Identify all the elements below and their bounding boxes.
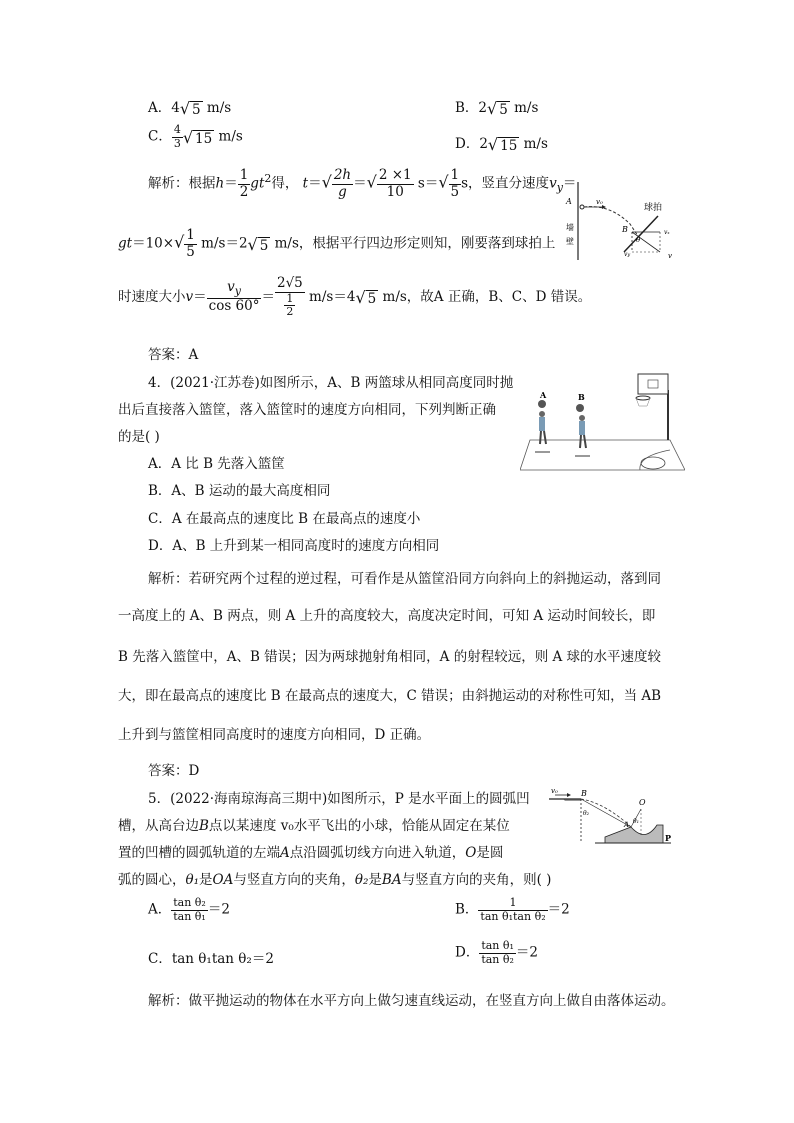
q3-option-c: C． $\frac{4}{3}$ √ 15 m/s — [148, 123, 243, 150]
label-b: B — [622, 225, 628, 234]
label-wall-1: 墙 — [566, 223, 574, 232]
label-a: A — [566, 197, 572, 206]
q4-solution-line-5: 上升到与篮筐相同高度时的速度方向相同，D 正确。 — [118, 727, 431, 743]
court-outline — [520, 440, 685, 470]
q4-stem-line-3: 的是( ) — [118, 429, 160, 445]
label-p: P — [665, 833, 672, 843]
ball-a — [538, 400, 546, 408]
q3-option-d: D．2√ 15 m/s — [455, 135, 548, 154]
q4-solution-line-1: 解析：若研究两个过程的逆过程，可看作是从篮筐沿同方向斜向上的斜抛运动，落到同 — [148, 571, 661, 587]
label-wall-2: 壁 — [566, 237, 574, 246]
player-b-head — [579, 415, 585, 421]
groove-body — [605, 825, 663, 843]
q3-solution-line-2: gt＝10×√ $\frac{1}{5}$ m/s＝2√ 5 m/s，根据平行四边形定则知，刚要落到球拍上 — [118, 227, 556, 260]
label-vx: vₓ — [664, 229, 670, 236]
label-vy: vy — [624, 251, 631, 258]
figure-wall-paddle — [560, 180, 680, 262]
label-theta2: θ₂ — [583, 810, 590, 817]
label-b: B — [578, 392, 585, 402]
q5-option-d: D． $\frac{\text{tan θ₁}}{\text{tan θ₂}}$ ＝2 — [455, 939, 539, 966]
ball-b — [576, 404, 584, 412]
q5-stem-line-1: 5．(2022·海南琼海高三期中)如图所示，P 是水平面上的圆弧凹 — [148, 791, 530, 807]
backboard — [638, 374, 668, 394]
q4-stem-line-1: 4．(2021·江苏卷)如图所示，A、B 两篮球从相同高度同时抛 — [148, 375, 514, 391]
q4-option-d: D．A、B 上升到某一相同高度时的速度方向相同 — [148, 538, 440, 554]
q3-answer: 答案：A — [148, 347, 199, 363]
label-theta1: θ₁ — [633, 818, 640, 825]
q4-option-c: C．A 在最高点的速度比 B 在最高点的速度小 — [148, 511, 421, 527]
label-paddle: 球拍 — [644, 203, 663, 213]
free-throw-circle — [641, 457, 665, 469]
q3-solution-line-1: 解析：根据h＝ $\frac{1}{2}$ $gt^2$得， t＝√ $\frac{2h}{g}$ ＝√ $\frac{2 \times 1}{10}$ s＝√ $\frac{1}{5}$ s，竖直分速度$v_y=$ — [148, 167, 577, 200]
q4-option-b: B．A、B 运动的最大高度相同 — [148, 483, 331, 499]
q5-stem-line-4: 弧的圆心，θ₁是OA与竖直方向的夹角，θ₂是BA与竖直方向的夹角，则( ) — [118, 872, 552, 888]
q4-solution-line-4: 大，即在最高点的速度比 B 在最高点的速度大，C 错误；由斜抛运动的对称性可知，当 AB — [118, 688, 662, 704]
q4-solution-line-3: B 先落入篮筐中，A、B 错误；因为两球抛射角相同，A 的射程较远，则 A 球的水平速度较 — [118, 649, 662, 665]
q5-option-c: C．tan θ₁tan θ₂＝2 — [148, 951, 274, 967]
q5-stem-line-2: 槽，从高台边B点以某速度 v₀水平飞出的小球，恰能从固定在某位 — [118, 818, 510, 834]
label-theta: θ — [636, 236, 641, 244]
q3-solution-line-3: 时速度大小v＝ $\frac{v_y}{\cos 60^\circ}$ ＝ $\frac{2√5}{\frac{1}{2}}$ m/s＝4√ 5 m/s，故A 正确，B、C、D 错误。 — [118, 275, 592, 319]
q3-option-a: A．4√ 5 m/s — [148, 99, 232, 118]
label-o: O — [639, 798, 646, 807]
q4-option-a: A．A 比 B 先落入篮筐 — [148, 456, 285, 472]
q4-stem-line-2: 出后直接落入篮筐，落入篮筐时的速度方向相同，下列判断正确 — [118, 402, 496, 418]
player-b-body — [579, 421, 585, 435]
label-a: A — [624, 821, 630, 829]
figure-basketball — [520, 370, 685, 472]
q5-option-a: A． $\frac{\text{tan θ₂}}{\text{tan θ₁}}$ ＝2 — [148, 896, 230, 923]
label-v0: v₀ — [551, 787, 558, 795]
player-a-head — [539, 411, 545, 417]
figure-platform-groove — [545, 785, 675, 847]
player-a-body — [539, 417, 545, 431]
label-v: v — [668, 252, 672, 260]
q4-answer: 答案：D — [148, 763, 200, 779]
label-a: A — [540, 390, 547, 400]
q5-option-b: B． $\frac{1}{\text{tan θ₁tan θ₂}}$ ＝2 — [455, 896, 570, 923]
q5-solution-line-1: 解析：做平抛运动的物体在水平方向上做匀速直线运动，在竖直方向上做自由落体运动。 — [148, 993, 675, 1009]
label-b: B — [581, 789, 587, 798]
q5-stem-line-3: 置的凹槽的圆弧轨道的左端A点沿圆弧切线方向进入轨道，O是圆 — [118, 845, 504, 861]
ball-start-point — [580, 205, 584, 209]
q4-solution-line-2: 一高度上的 A、B 两点，则 A 上升的高度较大，高度决定时间，可知 A 运动时间较长，即 — [118, 608, 656, 624]
label-v0: v₀ — [596, 198, 603, 206]
trajectory-path — [584, 207, 638, 236]
q3-option-b: B．2√ 5 m/s — [455, 99, 539, 118]
hoop-rim — [636, 396, 650, 400]
